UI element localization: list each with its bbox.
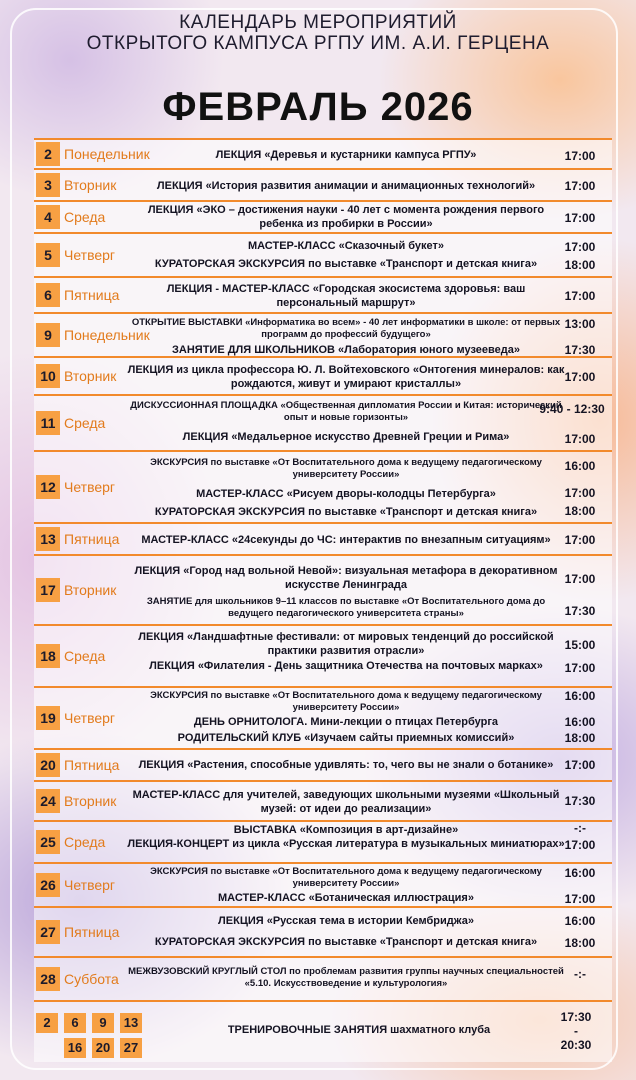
event-title: МАСТЕР-КЛАСС «Ботаническая иллюстрация» (218, 892, 474, 904)
day-row (34, 234, 612, 278)
chess-day: 20 (92, 1038, 114, 1058)
event-time: 17:30 (564, 343, 596, 357)
weekday-label: Среда (64, 209, 106, 225)
event-title: МАСТЕР-КЛАСС «24секунды до ЧС: интерактив по внезапным ситуациям» (141, 534, 551, 546)
event-time: -:- (574, 967, 586, 981)
event-title: ЛЕКЦИЯ «История развития анимации и анимационных технологий» (156, 180, 536, 192)
event-title: ДИСКУССИОННАЯ ПЛОЩАДКА «Общественная дипломатия России и Китая: исторический опыт и новые горизонты» (130, 400, 562, 423)
event-time: 17:00 (564, 486, 596, 500)
chess-time-start: 17:30 (560, 1010, 592, 1024)
day-row (34, 202, 612, 234)
chess-day: 16 (64, 1038, 86, 1058)
event-time: 17:30 (564, 604, 596, 618)
event-time: 15:00 (564, 638, 596, 652)
event-title: ЗАНЯТИЕ для школьников 9–11 классов по выставке «От Воспитательного дома до ведущего педагогического университета страны» (146, 596, 546, 619)
event-title: ЭКСКУРСИЯ по выставке «От Воспитательного дома к ведущему педагогическому университету России» (150, 690, 542, 713)
event-title: ЛЕКЦИЯ-КОНЦЕРТ из цикла «Русская литература в музыкальных миниатюрах» (127, 838, 565, 850)
event-time: 17:00 (564, 892, 596, 906)
day-number: 25 (36, 830, 60, 854)
event-title: КУРАТОРСКАЯ ЭКСКУРСИЯ по выставке «Транспорт и детская книга» (154, 936, 538, 948)
day-row (34, 556, 612, 626)
event-title: ВЫСТАВКА «Композиция в арт-дизайне» (233, 824, 459, 836)
event-title: ЛЕКЦИЯ «Растения, способные удивлять: то, чего вы не знали о ботанике» (138, 759, 554, 771)
event-time: 17:00 (564, 432, 596, 446)
event-title: КУРАТОРСКАЯ ЭКСКУРСИЯ по выставке «Транспорт и детская книга» (154, 258, 538, 270)
day-number: 17 (36, 578, 60, 602)
weekday-label: Суббота (64, 971, 119, 987)
event-title: ЭКСКУРСИЯ по выставке «От Воспитательного дома к ведущему педагогическому университету России» (150, 457, 542, 480)
event-time: 17:00 (564, 758, 596, 772)
weekday-label: Понедельник (64, 327, 150, 343)
event-time: 17:00 (564, 370, 596, 384)
chess-time-separator: - (574, 1024, 578, 1038)
day-row (34, 524, 612, 556)
day-number: 24 (36, 789, 60, 813)
weekday-label: Четверг (64, 877, 116, 893)
event-title: РОДИТЕЛЬСКИЙ КЛУБ «Изучаем сайты приемных комиссий» (177, 732, 515, 744)
day-row (34, 782, 612, 822)
event-title: ЛЕКЦИЯ - МАСТЕР-КЛАСС «Городская экосистема здоровья: ваш персональный маршрут» (166, 283, 526, 309)
day-number: 2 (36, 142, 60, 166)
chess-day: 27 (120, 1038, 142, 1058)
weekday-label: Пятница (64, 757, 120, 773)
event-title: МАСТЕР-КЛАСС «Рисуем дворы-колодцы Петербурга» (196, 488, 496, 500)
weekday-label: Пятница (64, 287, 120, 303)
day-number: 9 (36, 323, 60, 347)
event-time: 16:00 (564, 866, 596, 880)
weekday-label: Вторник (64, 793, 117, 809)
event-time: 18:00 (564, 258, 596, 272)
event-time: 16:00 (564, 459, 596, 473)
weekday-label: Среда (64, 834, 106, 850)
event-time: 17:00 (564, 572, 596, 586)
event-title: ЛЕКЦИЯ «Медальерное искусство Древней Греции и Рима» (182, 431, 510, 443)
header (0, 12, 636, 131)
day-row (34, 278, 612, 314)
day-row (34, 626, 612, 688)
day-row (34, 314, 612, 358)
event-title: ДЕНЬ ОРНИТОЛОГА. Мини-лекции о птицах Петербурга (193, 716, 499, 728)
day-number: 11 (36, 411, 60, 435)
event-title: ОТКРЫТИЕ ВЫСТАВКИ «Информатика во всем» - 40 лет информатики в школе: от первых программ до профессий будущего» (131, 317, 561, 340)
weekday-label: Четверг (64, 479, 116, 495)
event-title: МЕЖВУЗОВСКИЙ КРУГЛЫЙ СТОЛ по проблемам развития группы научных специальностей «5.10. Искусствоведение и культурология» (128, 966, 564, 989)
event-time: 18:00 (564, 731, 596, 745)
day-number: 4 (36, 205, 60, 229)
day-row (34, 908, 612, 958)
day-row (34, 864, 612, 908)
event-time: 17:00 (564, 240, 596, 254)
chess-day: 6 (64, 1013, 86, 1033)
event-title: ЛЕКЦИЯ «Русская тема в истории Кембриджа» (218, 915, 474, 927)
day-row (34, 170, 612, 202)
day-row (34, 396, 612, 452)
event-time: 13:00 (564, 317, 596, 331)
event-time: -:- (574, 821, 586, 835)
day-row (34, 750, 612, 782)
weekday-label: Вторник (64, 177, 117, 193)
header-title-line1: КАЛЕНДАРЬ МЕРОПРИЯТИЙ (179, 12, 457, 33)
weekday-label: Среда (64, 648, 106, 664)
event-title: ЗАНЯТИЕ ДЛЯ ШКОЛЬНИКОВ «Лаборатория юного музееведа» (172, 344, 520, 356)
day-row (34, 138, 612, 170)
chess-day: 2 (36, 1013, 58, 1033)
event-title: ЛЕКЦИЯ «ЭКО – достижения науки - 40 лет с момента рождения первого ребенка из пробирки в России» (147, 204, 545, 230)
event-time: 9:40 - 12:30 (539, 402, 605, 416)
weekday-label: Четверг (64, 710, 116, 726)
day-row (34, 822, 612, 864)
event-time: 17:00 (564, 838, 596, 852)
day-number: 18 (36, 644, 60, 668)
event-time: 17:00 (564, 149, 596, 163)
event-time: 16:00 (564, 914, 596, 928)
chess-day: 9 (92, 1013, 114, 1033)
chess-club-title: ТРЕНИРОВОЧНЫЕ ЗАНЯТИЯ шахматного клуба (227, 1024, 491, 1036)
day-row (34, 958, 612, 1000)
month-title: ФЕВРАЛЬ 2026 (162, 85, 474, 129)
event-title: МАСТЕР-КЛАСС «Сказочный букет» (247, 240, 445, 252)
event-time: 16:00 (564, 689, 596, 703)
event-time: 17:00 (564, 211, 596, 225)
event-title: ЛЕКЦИЯ «Филателия - День защитника Отечества на почтовых марках» (149, 660, 543, 672)
event-title: ЛЕКЦИЯ «Город над вольной Невой»: визуальная метафора в декоративном искусстве Ленинграда (134, 565, 558, 591)
chess-day: 13 (120, 1013, 142, 1033)
event-time: 18:00 (564, 936, 596, 950)
chess-club-section (34, 1000, 612, 1060)
day-number: 12 (36, 475, 60, 499)
event-title: МАСТЕР-КЛАСС для учителей, заведующих школьными музеями «Школьный музей: от идеи до реализации» (132, 789, 560, 815)
weekday-label: Четверг (64, 247, 116, 263)
event-time: 17:00 (564, 661, 596, 675)
weekday-label: Вторник (64, 368, 117, 384)
event-time: 17:00 (564, 289, 596, 303)
weekday-label: Пятница (64, 531, 120, 547)
event-time: 16:00 (564, 715, 596, 729)
event-title: ЭКСКУРСИЯ по выставке «От Воспитательного дома к ведущему педагогическому университету России» (150, 866, 542, 889)
day-number: 3 (36, 173, 60, 197)
day-number: 27 (36, 920, 60, 944)
day-row (34, 452, 612, 524)
day-number: 28 (36, 967, 60, 991)
chess-club-time (546, 1010, 606, 1052)
day-number: 19 (36, 706, 60, 730)
event-time: 17:30 (564, 794, 596, 808)
event-title: ЛЕКЦИЯ «Ландшафтные фестивали: от мировых тенденций до российской практики развития отрасли» (138, 631, 554, 657)
weekday-label: Среда (64, 415, 106, 431)
chess-time-end: 20:30 (560, 1038, 592, 1052)
day-number: 26 (36, 873, 60, 897)
weekday-label: Пятница (64, 924, 120, 940)
event-time: 17:00 (564, 533, 596, 547)
day-number: 10 (36, 364, 60, 388)
header-title-line2: ОТКРЫТОГО КАМПУСА РГПУ ИМ. А.И. ГЕРЦЕНА (86, 33, 550, 54)
event-title: КУРАТОРСКАЯ ЭКСКУРСИЯ по выставке «Транспорт и детская книга» (154, 506, 538, 518)
weekday-label: Понедельник (64, 146, 150, 162)
day-row (34, 358, 612, 396)
day-number: 6 (36, 283, 60, 307)
event-title: ЛЕКЦИЯ из цикла профессора Ю. Л. Войтеховского «Онтогения минералов: как рождаются, живут и умирают кристаллы» (127, 364, 565, 390)
event-time: 17:00 (564, 179, 596, 193)
event-time: 18:00 (564, 504, 596, 518)
event-title: ЛЕКЦИЯ «Деревья и кустарники кампуса РГПУ» (215, 149, 477, 161)
day-row (34, 688, 612, 750)
day-number: 20 (36, 753, 60, 777)
weekday-label: Вторник (64, 582, 117, 598)
day-number: 13 (36, 527, 60, 551)
day-number: 5 (36, 243, 60, 267)
